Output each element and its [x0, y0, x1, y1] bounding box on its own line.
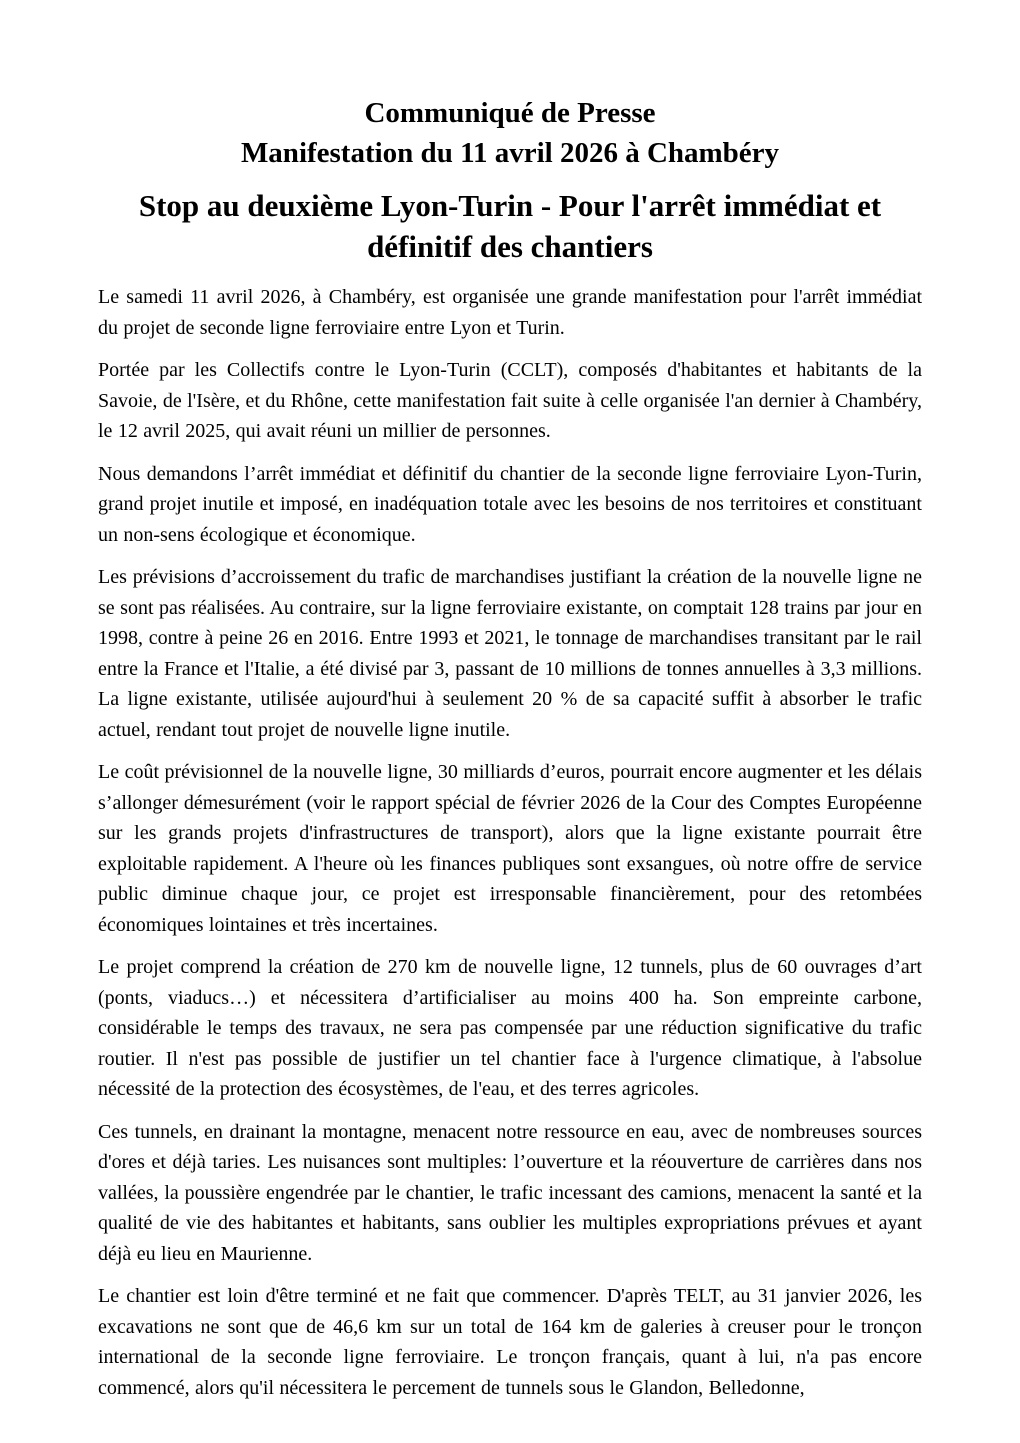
paragraph-8: Le chantier est loin d'être terminé et ne fait que commencer. D'après TELT, au 31 janvier 2026, les excavations ne sont que de 46,6 km sur un total de 164 km de galeries à creuser pour le tronçon international de la seconde ligne ferroviaire. Le tronçon français, quant à lui, n'a pas encore commencé, alors qu'il nécessitera le percement de tunnels sous le Glandon, Belledonne, [98, 1285, 922, 1399]
document-title-line1: Communiqué de Presse [364, 97, 656, 129]
paragraph-6: Le projet comprend la création de 270 km de nouvelle ligne, 12 tunnels, plus de 60 ouvrages d’art (ponts, viaducs…) et nécessitera d’artificialiser au moins 400 ha. Son empreinte carbone, considérable le temps des travaux, ne sera pas compensée par une réduction significative du trafic routier. Il n'est pas possible de justifier un tel chantier face à l'urgence climatique, à l'absolue nécessité de la protection des écosystèmes, de l'eau, et des terres agricoles. [98, 956, 922, 1100]
paragraph-5: Le coût prévisionnel de la nouvelle ligne, 30 milliards d’euros, pourrait encore augmenter et les délais s’allonger démesurément (voir le rapport spécial de février 2026 de la Cour des Comptes Européenne sur les grands projets d'infrastructures de transport), alors que la ligne existante pourrait être exploitable rapidement. A l'heure où les finances publiques sont exsangues, où notre offre de service public diminue chaque jour, ce projet est irresponsable financièrement, pour des retombées économiques lointaines et très incertaines. [98, 761, 922, 936]
title-block [98, 93, 922, 267]
document-subtitle: Stop au deuxième Lyon-Turin - Pour l'arrêt immédiat et définitif des chantiers [138, 188, 882, 264]
paragraph-7: Ces tunnels, en drainant la montagne, menacent notre ressource en eau, avec de nombreuses sources d'ores et déjà taries. Les nuisances sont multiples: l’ouverture et la réouverture de carrières dans nos vallées, la poussière engendrée par le chantier, le trafic incessant des camions, menacent la santé et la qualité de vie des habitantes et habitants, sans oublier les multiples expropriations prévues et ayant déjà eu lieu en Maurienne. [98, 1120, 922, 1265]
document-title-line2: Manifestation du 11 avril 2026 à Chambéry [240, 137, 780, 169]
paragraph-2: Portée par les Collectifs contre le Lyon-Turin (CCLT), composés d'habitantes et habitants de la Savoie, de l'Isère, et du Rhône, cette manifestation fait suite à celle organisée l'an dernier à Chambéry, le 12 avril 2025, qui avait réuni un millier de personnes. [98, 359, 922, 442]
paragraph-3: Nous demandons l’arrêt immédiat et définitif du chantier de la seconde ligne ferroviaire Lyon-Turin, grand projet inutile et imposé, en inadéquation totale avec les besoins de nos territoires et constituant un non-sens écologique et économique. [98, 462, 922, 546]
document-body [98, 282, 922, 1403]
paragraph-1: Le samedi 11 avril 2026, à Chambéry, est organisée une grande manifestation pour l'arrêt immédiat du projet de seconde ligne ferroviaire entre Lyon et Turin. [98, 286, 922, 339]
paragraph-4: Les prévisions d’accroissement du trafic de marchandises justifiant la création de la nouvelle ligne ne se sont pas réalisées. Au contraire, sur la ligne ferroviaire existante, on comptait 128 trains par jour en 1998, contre à peine 26 en 2016. Entre 1993 et 2021, le tonnage de marchandises transitant par le rail entre la France et l'Italie, a été divisé par 3, passant de 10 millions de tonnes annuelles à 3,3 millions. La ligne existante, utilisée aujourd'hui à seulement 20 % de sa capacité suffit à absorber le trafic actuel, rendant tout projet de nouvelle ligne inutile. [98, 566, 922, 741]
